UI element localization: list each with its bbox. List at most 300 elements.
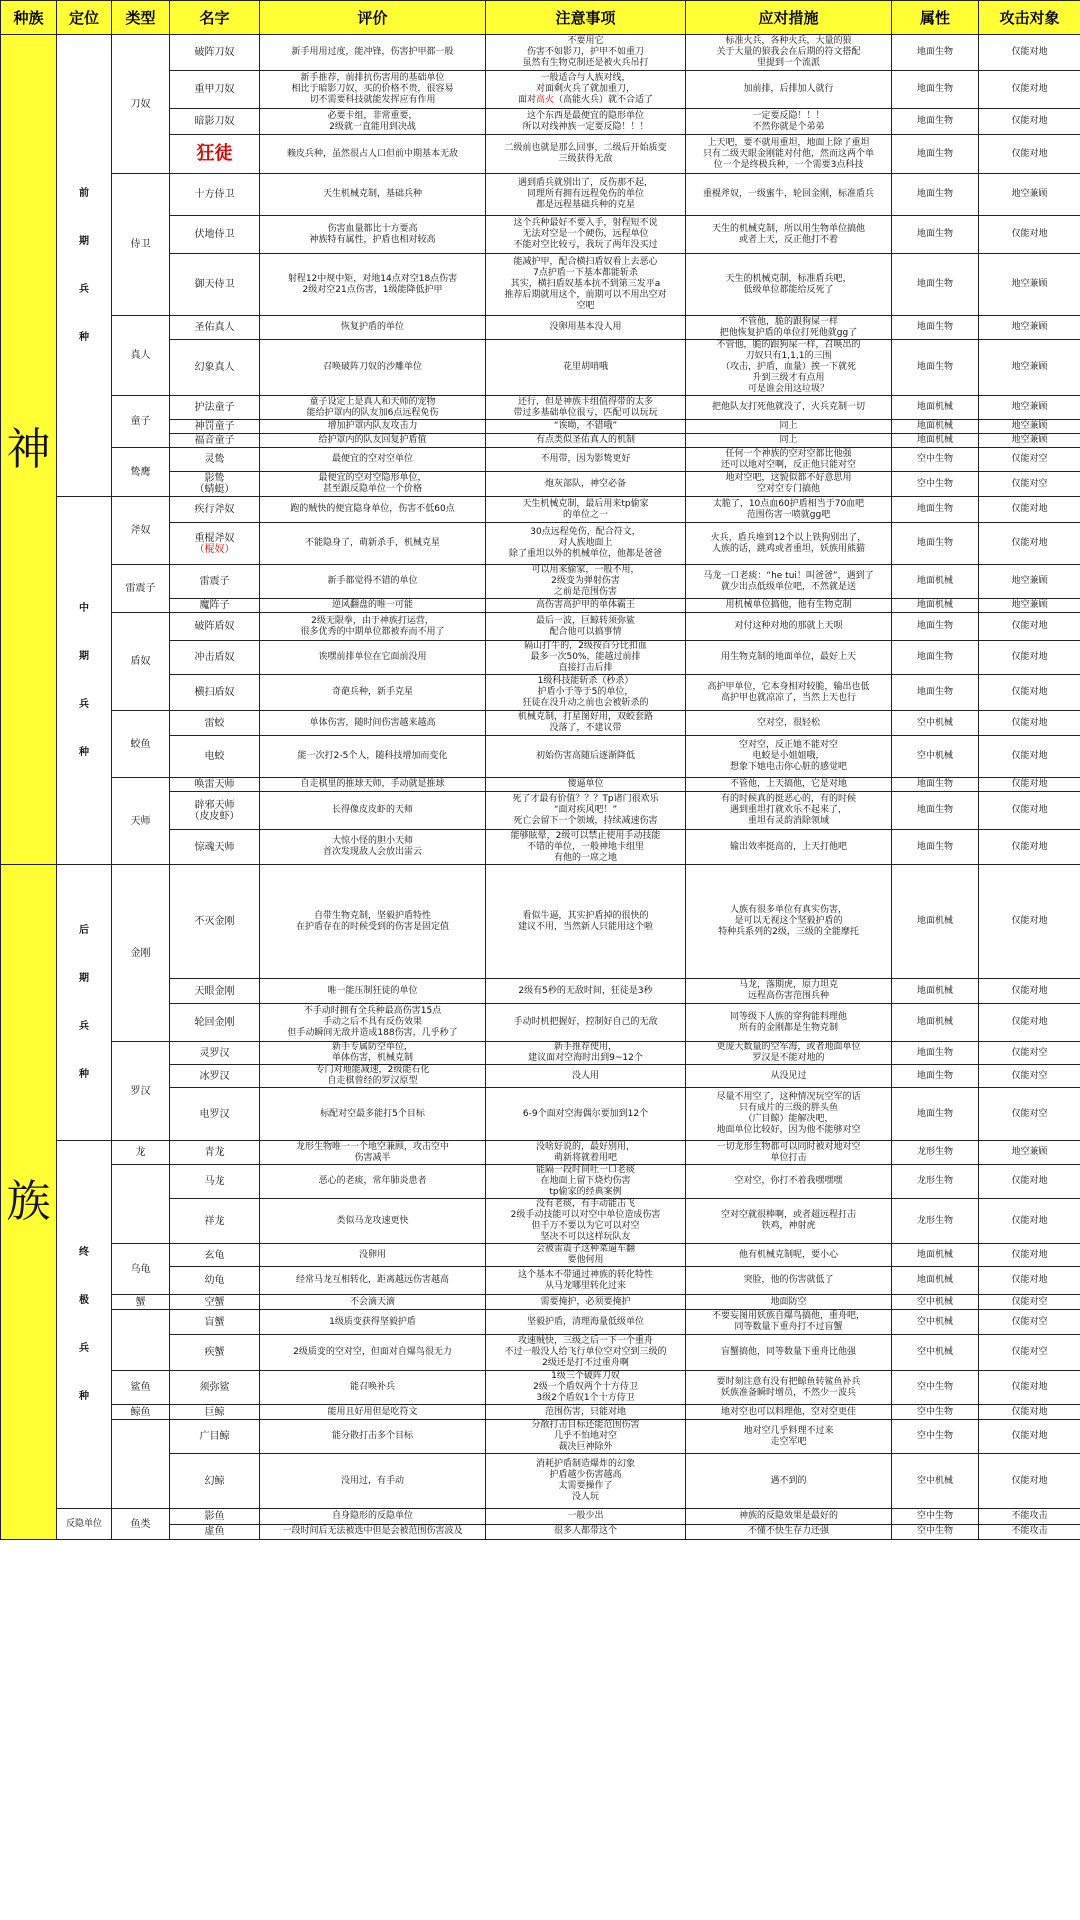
unit-attribute: 地面机械 xyxy=(892,1244,979,1267)
rows-2-review-line: 2级就一直能用到决战 xyxy=(329,121,416,132)
unit-attribute: 地面生物 xyxy=(892,340,979,396)
unit-name-text: 空蟹 xyxy=(204,1296,225,1308)
header-race: 种族 xyxy=(1,1,57,35)
unit-name xyxy=(170,1267,260,1295)
unit-notes xyxy=(486,1509,686,1525)
rows-45-notes-line: 很多人都带这个 xyxy=(553,1526,617,1537)
unit-counter xyxy=(686,711,892,736)
type-cell: 雷震子 xyxy=(112,565,170,613)
rows-28-notes-line: 手动时机把握好，控制好自己的无敌 xyxy=(513,1017,658,1027)
unit-alias: （蜻蜓） xyxy=(194,484,235,495)
unit-review xyxy=(260,1267,486,1295)
table-row xyxy=(1,1371,1080,1405)
rows-34-counter-line: 铁鸡，神射虎 xyxy=(761,1221,816,1231)
unit-notes xyxy=(486,523,686,565)
unit-name xyxy=(170,675,260,711)
unit-counter xyxy=(686,1310,892,1335)
unit-attribute: 空中生物 xyxy=(892,1371,979,1405)
unit-counter xyxy=(686,1267,892,1295)
unit-attribute: 空中生物 xyxy=(892,1405,979,1420)
type-cell xyxy=(112,1165,170,1244)
position-char: 兵 xyxy=(79,1342,89,1354)
unit-review xyxy=(260,216,486,254)
unit-name xyxy=(170,613,260,641)
position-char: 种 xyxy=(79,1390,89,1402)
unit-target: 仅能对地 xyxy=(979,641,1080,675)
unit-review xyxy=(260,316,486,340)
unit-notes xyxy=(486,420,686,434)
unit-counter xyxy=(686,1405,892,1420)
unit-notes xyxy=(486,135,686,174)
rows-33-notes-line: 能隔一段时间吐一口老痰 xyxy=(535,1165,635,1175)
table-row xyxy=(1,1295,1080,1310)
rows-40-counter-line: 要时刻注意有没有把鲸鱼转鲨鱼补兵 xyxy=(716,1376,861,1387)
rows-16-notes-line: 2级变为弹射伤害 xyxy=(551,576,620,586)
unit-counter xyxy=(686,830,892,865)
unit-name-text: 巨鲸 xyxy=(204,1406,225,1418)
unit-name xyxy=(170,448,260,472)
unit-counter xyxy=(686,254,892,316)
rows-34-counter-line: 空对空就很棒啊，或者超远程打击 xyxy=(720,1210,856,1220)
unit-counter xyxy=(686,675,892,711)
rows-2-counter-line: 一定要反隐！！！ xyxy=(752,110,825,121)
unit-notes xyxy=(486,174,686,216)
rows-9-notes-line: 带过多基础单位很亏，匹配可以玩玩 xyxy=(513,407,658,418)
unit-counter xyxy=(686,613,892,641)
unit-name xyxy=(170,1454,260,1509)
unit-notes xyxy=(486,1267,686,1295)
rows-1-review-line: 新手推荐，前排抗伤害用的基础单位 xyxy=(300,73,445,83)
table-row xyxy=(1,865,1080,979)
rows-13-notes-line: 炮灰部队，神空必备 xyxy=(544,478,626,489)
unit-notes xyxy=(486,1295,686,1310)
unit-notes xyxy=(486,792,686,830)
rows-26-counter-line: 人族有很多单位有真实伤害， xyxy=(729,905,847,915)
rows-7-notes-line: 没卵用基本没人用 xyxy=(549,322,622,332)
unit-name xyxy=(170,434,260,448)
position-char: 终 xyxy=(79,1246,89,1258)
table-row xyxy=(1,565,1080,599)
unit-counter xyxy=(686,1244,892,1267)
unit-review xyxy=(260,1088,486,1141)
rows-29-notes-line: 建议面对空海时出到9~12个 xyxy=(528,1053,643,1063)
rows-28-review-line: 但手动瞬间无敌并造成188伤害，几乎秒了 xyxy=(287,1028,458,1038)
unit-target: 仅能对地 xyxy=(979,1371,1080,1405)
rows-26-notes-line: 看似牛逼，其实护盾掉的很快的 xyxy=(522,910,649,921)
unit-attribute: 地面机械 xyxy=(892,396,979,420)
table-row xyxy=(1,613,1080,641)
unit-target: 仅能对地 xyxy=(979,979,1080,1004)
rows-28-review-line: 手动之后不具有反伤效果 xyxy=(322,1017,422,1027)
unit-name-text: 灵鸷 xyxy=(204,454,225,465)
rows-22-counter-line: 电蛟是小姐姐哦， xyxy=(752,751,825,761)
rows-25-review-line: 大惊小怪的胆小天师 xyxy=(331,836,413,846)
rows-27-notes-line: 2级有5秒的无敌时间，狂徒是3秒 xyxy=(518,985,653,996)
rows-37-review-line: 不会滴天滴 xyxy=(349,1296,395,1307)
unit-notes xyxy=(486,1088,686,1141)
rows-15-notes-line: 对人族地面上 xyxy=(558,538,613,548)
rows-27-counter-line: 马龙，落期虎，原力坦克 xyxy=(738,980,838,990)
unit-notes xyxy=(486,1244,686,1267)
rows-14-counter-line: 太脆了，10点血60护盾相当于70血吧 xyxy=(712,498,865,509)
rows-3-notes-line: 二级前也就是那么回事，二级后开始质变 xyxy=(504,143,667,153)
type-cell: 罗汉 xyxy=(112,1042,170,1141)
rows-13-review-line: 甚至跟反隐单位一个价格 xyxy=(322,484,422,494)
rows-28-counter-line: 所有的金刚都是生物克制 xyxy=(738,1022,838,1033)
unit-target: 仅能对空 xyxy=(979,1295,1080,1310)
table-row xyxy=(1,1141,1080,1165)
rows-31-review-line: 标配对空最多能打5个目标 xyxy=(320,1108,425,1119)
rows-22-counter-line: 空对空，反正她不能对空 xyxy=(738,740,838,750)
header-counter: 应对措施 xyxy=(686,1,892,35)
unit-review xyxy=(260,711,486,736)
rows-12-review-line: 最便宜的空对空单位 xyxy=(331,454,413,464)
rows-39-counter-line: 盲蟹搞他，同等数量下重舟比他强 xyxy=(720,1347,856,1357)
rows-6-notes-line: 空吧 xyxy=(576,301,595,311)
unit-name xyxy=(170,35,260,71)
unit-review xyxy=(260,448,486,472)
unit-notes xyxy=(486,1524,686,1540)
rows-3-counter-line: 位一个是终极兵种，一个需要3点科技 xyxy=(713,159,864,170)
rows-42-notes-line: 分散打击目标还能范围伤害 xyxy=(531,1420,640,1430)
unit-counter xyxy=(686,1371,892,1405)
unit-name-text: 御天侍卫 xyxy=(194,279,235,290)
rows-31-notes-line: 6-9个面对空海偶尔要加到12个 xyxy=(522,1108,649,1119)
unit-name-text: 圣佑真人 xyxy=(194,322,235,333)
unit-notes xyxy=(486,472,686,497)
rows-15-notes-line: 30点远程免伤，配合符文， xyxy=(530,527,641,537)
rows-8-counter-line: 不管他，脆的跟狗屎一样，召唤出的 xyxy=(716,340,861,350)
position-cell xyxy=(57,497,112,865)
unit-name xyxy=(170,1141,260,1165)
rows-21-counter-line: 空对空，很轻松 xyxy=(756,717,820,728)
type-cell: 天师 xyxy=(112,778,170,865)
unit-counter xyxy=(686,778,892,792)
unit-attribute: 空中机械 xyxy=(892,736,979,778)
rows-5-notes-line: 不能对空比较亏，我玩了两年没买过 xyxy=(513,240,658,250)
rows-20-notes-line: 护盾小于等于5的单位， xyxy=(537,687,634,697)
unit-name-text: 幻象真人 xyxy=(194,362,235,373)
unit-counter xyxy=(686,1509,892,1525)
table-row xyxy=(1,711,1080,736)
rows-34-review-line: 类似马龙攻速更快 xyxy=(336,1215,409,1226)
unit-name-text: 冰罗汉 xyxy=(199,1070,230,1082)
unit-name-text: 雷震子 xyxy=(199,576,230,587)
rows-33-notes-line: 在地面上留下烧灼伤害 xyxy=(540,1176,631,1186)
rows-39-notes-line: 不过一般没人给飞行单位空对空到三级的 xyxy=(504,1347,667,1357)
unit-name xyxy=(170,565,260,599)
unit-attribute: 空中机械 xyxy=(892,1295,979,1310)
unit-target: 仅能对地 xyxy=(979,711,1080,736)
unit-target: 不能攻击 xyxy=(979,1524,1080,1540)
unit-name-text: 青龙 xyxy=(204,1147,225,1158)
unit-notes-line xyxy=(488,95,683,106)
rows-35-notes-line: 要他何用 xyxy=(567,1255,604,1265)
unit-attribute: 地面机械 xyxy=(892,979,979,1004)
unit-name-text: 福音童子 xyxy=(194,435,235,446)
position-char: 兵 xyxy=(79,1020,89,1032)
rows-18-review-line: 2级无限拳，由于神族打运营， xyxy=(311,615,434,626)
unit-name-text: 狂徒 xyxy=(196,143,233,164)
unit-notes xyxy=(486,1065,686,1088)
unit-target: 仅能对空 xyxy=(979,472,1080,497)
rows-40-counter-line: 妖族准备瞬时增员，不然少一波兵 xyxy=(720,1387,856,1398)
unit-review xyxy=(260,792,486,830)
unit-attribute: 地面生物 xyxy=(892,174,979,216)
rows-8-counter-line: 刀奴只有1,1,1的三围 xyxy=(745,351,832,361)
rows-11-notes-line: 有点类似圣佑真人的机制 xyxy=(535,435,635,445)
rows-6-counter-line: 低级单位都能给反死了 xyxy=(743,284,834,295)
rows-40-notes-line: 1级三个破阵刀奴 xyxy=(551,1371,620,1381)
unit-target: 不能攻击 xyxy=(979,1509,1080,1525)
unit-name xyxy=(170,1199,260,1244)
rows-43-notes-line: 没人玩 xyxy=(571,1492,599,1502)
rows-35-review-line: 没卵用 xyxy=(358,1249,386,1260)
rows-38-counter-line: 同等数量下重舟打不过盲蟹 xyxy=(734,1322,843,1332)
unit-notes xyxy=(486,865,686,979)
unit-counter xyxy=(686,1004,892,1042)
type-cell: 蛟鱼 xyxy=(112,711,170,778)
rows-30-review-line: 自走棋曾经的罗汉原型 xyxy=(327,1076,418,1086)
unit-target: 地空兼顾 xyxy=(979,254,1080,316)
rows-3-counter-line: 上天吧，要不就用重坦，地面上除了重坦 xyxy=(707,137,870,148)
unit-notes xyxy=(486,641,686,675)
unit-target: 仅能对地 xyxy=(979,830,1080,865)
rows-39-review-line: 2级质变的空对空，但面对自爆鸟很无力 xyxy=(293,1347,452,1357)
rows-12-notes-line: 不用带，因为影鸷更好 xyxy=(540,454,631,464)
rows-6-counter-line: 天生的机械克制，标准盾兵吧， xyxy=(725,273,852,284)
unit-target: 地空兼顾 xyxy=(979,599,1080,613)
unit-counter xyxy=(686,979,892,1004)
rows-43-counter-line: 遇不到的 xyxy=(770,1475,807,1486)
rows-19-counter-line: 用生物克制的地面单位，最好上天 xyxy=(720,652,856,662)
unit-name xyxy=(170,316,260,340)
rows-5-notes-line: 无法对空是一个硬伤，远程单位 xyxy=(522,229,649,239)
unit-name-text: 疾蟹 xyxy=(204,1347,225,1358)
unit-target: 地空兼顾 xyxy=(979,340,1080,396)
rows-32-review-line: 伤害减半 xyxy=(354,1152,391,1163)
unit-target: 仅能对空 xyxy=(979,448,1080,472)
unit-review xyxy=(260,1524,486,1540)
unit-attribute: 地面生物 xyxy=(892,1088,979,1141)
position-cell xyxy=(57,865,112,1141)
unit-notes xyxy=(486,1199,686,1244)
unit-attribute: 地面生物 xyxy=(892,71,979,109)
unit-counter xyxy=(686,35,892,71)
type-cell: 童子 xyxy=(112,396,170,448)
unit-notes xyxy=(486,316,686,340)
unit-name xyxy=(170,830,260,865)
rows-4-notes-line: 都是远程基础兵种的克星 xyxy=(535,200,635,210)
unit-review xyxy=(260,1405,486,1420)
unit-review xyxy=(260,340,486,396)
table-row xyxy=(1,35,1080,71)
unit-notes xyxy=(486,1165,686,1199)
position-char: 种 xyxy=(79,331,89,343)
rows-42-counter-line: 地对空几乎料理不过来 xyxy=(743,1425,834,1436)
rows-45-counter-line: 不懂不快生存力还强 xyxy=(747,1526,829,1537)
rows-16-counter-line: 马龙一口老痰：“he tui！叫爸爸”，遇到了 xyxy=(703,570,874,581)
rows-25-notes-line: 能够眩晕，2级可以禁止使用手动技能 xyxy=(510,830,661,841)
unit-notes xyxy=(486,979,686,1004)
rows-34-notes-line: 但千万不要以为它可以对空 xyxy=(531,1221,640,1231)
unit-name xyxy=(170,1310,260,1335)
unit-review xyxy=(260,778,486,792)
unit-review xyxy=(260,1509,486,1525)
rows-1-review-line: 相比于暗影刀奴，买的价格不贵，很容易 xyxy=(291,84,454,94)
table-row xyxy=(1,396,1080,420)
unit-name-text: 重甲刀奴 xyxy=(194,84,235,95)
unit-target: 仅能对地 xyxy=(979,135,1080,174)
unit-name xyxy=(170,135,260,174)
rows-44-counter-line: 神族的反隐效果是最好的 xyxy=(738,1510,838,1521)
unit-target: 地空兼顾 xyxy=(979,396,1080,420)
rows-33-notes-line: tp偷家的经典案例 xyxy=(549,1187,622,1197)
unit-target: 地空兼顾 xyxy=(979,1141,1080,1165)
unit-attribute: 空中生物 xyxy=(892,1524,979,1540)
unit-review xyxy=(260,1042,486,1065)
unit-name xyxy=(170,1088,260,1141)
rows-42-notes-line: 裁决巨神除外 xyxy=(558,1442,613,1452)
rows-9-notes-line: 还行，但是神族卡组值得带的太多 xyxy=(517,396,653,407)
unit-counter xyxy=(686,1420,892,1454)
rows-38-review-line: 1级质变获得坚毅护盾 xyxy=(329,1316,416,1327)
rows-42-review-line: 能分散打击多个目标 xyxy=(331,1431,413,1441)
rows-8-counter-line: 可是谁会用这垃圾？ xyxy=(747,384,829,394)
unit-target: 仅能对地 xyxy=(979,1004,1080,1042)
type-cell: 盾奴 xyxy=(112,613,170,711)
rows-0-counter-line: 里提到一个流派 xyxy=(756,58,820,68)
rows-10-notes-line: “诶呦，不错哦” xyxy=(553,421,618,431)
position-char: 期 xyxy=(79,235,89,247)
rows-43-notes-line: 护盾越少伤害越高 xyxy=(549,1470,622,1480)
rows-10-counter-line: 同上 xyxy=(779,421,798,431)
unit-attribute: 地面机械 xyxy=(892,1004,979,1042)
rows-24-counter-line: 遇到重坦打就欢乐不起来了， xyxy=(729,805,847,815)
unit-notes xyxy=(486,340,686,396)
rows-34-notes-line: 没有老痰，有手动能击飞 xyxy=(535,1199,635,1209)
rows-37-notes-line: 需要掩护，必须要掩护 xyxy=(540,1296,631,1307)
rows-15-review-line: 不能隐身了，萌新杀手，机械克星 xyxy=(304,538,440,548)
rows-14-counter-line: 范围伤害一喷就gg吧 xyxy=(746,509,831,520)
unit-attribute: 龙形生物 xyxy=(892,1141,979,1165)
unit-name xyxy=(170,979,260,1004)
unit-review xyxy=(260,109,486,135)
rows-29-counter-line: 罗汉是不能对地的 xyxy=(752,1053,825,1063)
rows-30-review-line: 专门对地能减速，2级能石化 xyxy=(315,1065,430,1075)
unit-target: 仅能对地 xyxy=(979,736,1080,778)
unit-attribute: 空中机械 xyxy=(892,1335,979,1371)
type-cell: 斧奴 xyxy=(112,497,170,565)
unit-counter xyxy=(686,1295,892,1310)
unit-name-text: 电罗汉 xyxy=(199,1108,230,1120)
unit-counter xyxy=(686,865,892,979)
unit-name-text: 破阵盾奴 xyxy=(194,621,235,632)
unit-name xyxy=(170,216,260,254)
rows-6-review-line: 2级对空21点伤害，1级能降低护甲 xyxy=(302,284,443,295)
unit-review xyxy=(260,1454,486,1509)
rows-19-notes-line: 最多一次50%，能越过前排 xyxy=(530,652,641,662)
rows-16-counter-line: 就少出点低级单位吧，不然就是送 xyxy=(720,581,856,592)
unit-target: 仅能对地 xyxy=(979,1199,1080,1244)
unit-attribute: 地面生物 xyxy=(892,135,979,174)
unit-target: 仅能对地 xyxy=(979,1454,1080,1509)
unit-name-text: 祥龙 xyxy=(204,1215,225,1227)
type-cell: 鲸鱼 xyxy=(112,1405,170,1420)
unit-name xyxy=(170,1420,260,1454)
unit-target: 地空兼顾 xyxy=(979,316,1080,340)
rows-21-notes-line: 没落了，不建议带 xyxy=(549,723,622,733)
unit-notes xyxy=(486,71,686,109)
rows-19-review-line: 诶嘿前排单位在它面前没用 xyxy=(318,652,427,662)
unit-notes xyxy=(486,109,686,135)
unit-counter xyxy=(686,1065,892,1088)
position-cell xyxy=(57,1141,112,1509)
unit-attribute: 空中生物 xyxy=(892,1420,979,1454)
unit-name-text: 破阵刀奴 xyxy=(194,47,235,58)
rows-14-notes-line: 天生机械克制，最后用来tp偷家 xyxy=(522,498,649,509)
unit-name-text: 神罚童子 xyxy=(194,421,235,432)
unit-review xyxy=(260,1244,486,1267)
unit-target: 仅能对空 xyxy=(979,1088,1080,1141)
rows-32-counter-line: 一切龙形生物都可以同时被对地对空 xyxy=(716,1141,861,1152)
unit-name xyxy=(170,1335,260,1371)
header-target: 攻击对象 xyxy=(979,1,1080,35)
rows-26-review-line: 在护盾存在的时候受到的伤害是固定值 xyxy=(295,921,449,932)
type-cell: 龙 xyxy=(112,1141,170,1165)
rows-41-review-line: 能用且好用但是吃符文 xyxy=(327,1406,418,1417)
rows-31-counter-line: 地面单位比较好，因为他不能够对空 xyxy=(716,1125,861,1135)
unit-attribute: 地面机械 xyxy=(892,420,979,434)
unit-name-text: 唤雷天师 xyxy=(194,779,235,790)
unit-review xyxy=(260,1065,486,1088)
rows-13-counter-line: 地对空吧，这貌似都不好意思用 xyxy=(725,473,852,483)
unit-review xyxy=(260,1141,486,1165)
unit-target: 仅能对地 xyxy=(979,1420,1080,1454)
unit-name xyxy=(170,1405,260,1420)
table-row xyxy=(1,174,1080,216)
unit-counter xyxy=(686,599,892,613)
rows-1-review-line: 切不需要科技就能发挥应有作用 xyxy=(309,95,436,105)
race-cell: 族 xyxy=(1,865,57,1540)
type-cell: 鸷鹰 xyxy=(112,448,170,497)
rows-1-counter-line: 加前排，后排加人就行 xyxy=(743,84,834,94)
unit-name xyxy=(170,71,260,109)
rows-34-notes-line: 坚决不可以这样玩队友 xyxy=(540,1232,631,1242)
rows-39-notes-line: 2级还是打不过重舟啊 xyxy=(542,1358,629,1368)
rows-36-review-line: 经常马龙互相转化，距离越远伤害越高 xyxy=(295,1275,449,1285)
rows-20-review-line: 奇葩兵种，新手克星 xyxy=(331,687,413,697)
rows-16-notes-line: 之前是范围伤害 xyxy=(553,587,617,597)
unit-review xyxy=(260,599,486,613)
unit-counter xyxy=(686,736,892,778)
unit-counter xyxy=(686,641,892,675)
rows-36-notes-line: 从马龙哪里转化过来 xyxy=(544,1280,626,1291)
rows-31-counter-line: 尽量不用空了，这种情况玩空军的话 xyxy=(716,1092,861,1102)
unit-target: 仅能对地 xyxy=(979,1267,1080,1295)
unit-name xyxy=(170,1004,260,1042)
rows-32-counter-line: 单位打击 xyxy=(770,1152,807,1163)
rows-40-notes-line: 2级一个盾奴两个十方侍卫 xyxy=(533,1382,638,1392)
unit-review xyxy=(260,1310,486,1335)
rows-38-notes-line: 坚毅护盾，清理海量低级单位 xyxy=(526,1316,644,1327)
rows-13-review-line: 最便宜的空对空隐形单位， xyxy=(318,473,427,483)
unit-name-text: 虚鱼 xyxy=(204,1526,225,1538)
rows-20-notes-line: 1级科技能斩杀（秒杀） xyxy=(537,676,634,686)
unit-name-text: 疾行斧奴 xyxy=(194,504,235,515)
unit-attribute: 地面生物 xyxy=(892,1042,979,1065)
unit-name xyxy=(170,420,260,434)
